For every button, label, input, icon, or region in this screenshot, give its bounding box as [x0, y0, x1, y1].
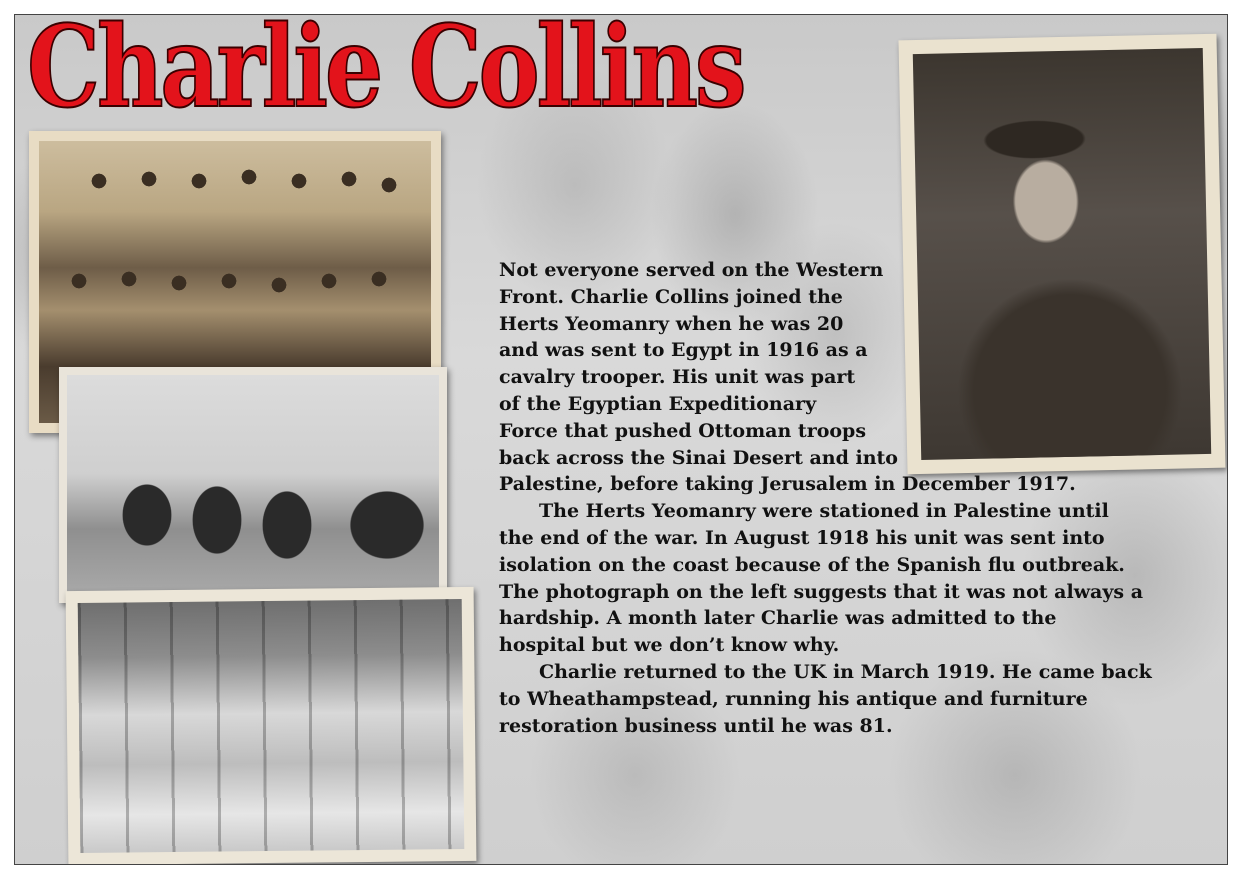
photo-horses-in-sea-image [67, 375, 439, 595]
story-line: The Herts Yeomanry were stationed in Palestine until [539, 500, 1109, 523]
story-line: cavalry trooper. His unit was part [499, 366, 856, 389]
story-line: Charlie returned to the UK in March 1919. He came back [539, 660, 1152, 683]
photo-hospital-ward-image [78, 599, 465, 853]
photo-hospital-ward [66, 587, 477, 865]
story-line: and was sent to Egypt in 1916 as a [499, 339, 868, 362]
photo-horses-in-sea [59, 367, 447, 603]
story-line: The photograph on the left suggests that it was not always a [499, 580, 1144, 603]
story-line: Force that pushed Ottoman troops [499, 419, 867, 442]
story-line: Palestine, before taking Jerusalem in December 1917. [499, 473, 1076, 496]
poster [14, 14, 1228, 865]
story-line: Herts Yeomanry when he was 20 [499, 312, 844, 335]
story-paragraph [499, 257, 1076, 498]
story-paragraph [499, 659, 1219, 739]
story-text [499, 257, 1219, 739]
story-line: the end of the war. In August 1918 his unit was sent into [499, 526, 1105, 549]
story-line: Front. Charlie Collins joined the [499, 285, 843, 308]
story-line: of the Egyptian Expeditionary [499, 392, 817, 415]
story-line: isolation on the coast because of the Spanish flu outbreak. [499, 553, 1125, 576]
story-line: hospital but we don’t know why. [499, 634, 840, 657]
story-line: Not everyone served on the Western [499, 259, 884, 281]
poster-title: Charlie Collins [27, 14, 744, 133]
story-paragraph [499, 498, 1219, 659]
story-line: back across the Sinai Desert and into [499, 446, 898, 469]
story-line: restoration business until he was 81. [499, 714, 893, 737]
story-line: hardship. A month later Charlie was admitted to the [499, 607, 1057, 630]
story-line: to Wheathampstead, running his antique and furniture [499, 687, 1088, 710]
